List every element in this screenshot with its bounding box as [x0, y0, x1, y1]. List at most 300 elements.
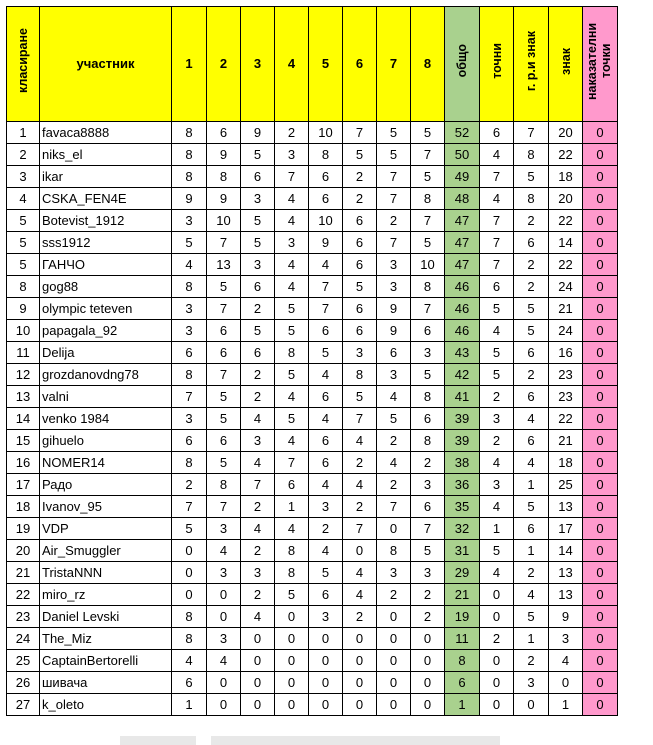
- round-6-cell: 6: [343, 254, 377, 276]
- round-5-cell: 9: [309, 232, 343, 254]
- rank-cell: 1: [7, 122, 40, 144]
- round-7-cell: 0: [377, 606, 411, 628]
- round-7-cell: 8: [377, 540, 411, 562]
- participant-name-cell: favaca8888: [40, 122, 172, 144]
- penalty-cell: 0: [583, 320, 618, 342]
- round-2-cell: 0: [207, 694, 241, 716]
- penalty-cell: 0: [583, 672, 618, 694]
- penalty-cell: 0: [583, 188, 618, 210]
- table-row: [7, 232, 618, 254]
- gd-sign-cell: 7: [514, 122, 549, 144]
- exact-cell: 2: [480, 430, 514, 452]
- total-cell: 41: [445, 386, 480, 408]
- sign-cell: 14: [549, 540, 583, 562]
- round-6-cell: 5: [343, 386, 377, 408]
- round-8-cell: 8: [411, 188, 445, 210]
- exact-cell: 0: [480, 694, 514, 716]
- round-4-cell: 5: [275, 364, 309, 386]
- round-6-cell: 7: [343, 408, 377, 430]
- round-5-cell: 10: [309, 210, 343, 232]
- sign-cell: 18: [549, 452, 583, 474]
- round-8-cell: 7: [411, 210, 445, 232]
- exact-cell: 5: [480, 540, 514, 562]
- rank-cell: 15: [7, 430, 40, 452]
- table-row: [7, 496, 618, 518]
- round-7-cell: 4: [377, 452, 411, 474]
- round-2-cell: 13: [207, 254, 241, 276]
- rank-cell: 23: [7, 606, 40, 628]
- round-5-cell: 6: [309, 452, 343, 474]
- round-8-cell: 0: [411, 628, 445, 650]
- exact-cell: 4: [480, 188, 514, 210]
- table-row: [7, 210, 618, 232]
- round-8-cell: 7: [411, 518, 445, 540]
- round-5-cell: 6: [309, 584, 343, 606]
- round-2-cell: 8: [207, 474, 241, 496]
- total-header-label: общо: [455, 44, 469, 78]
- round-4-cell: 8: [275, 562, 309, 584]
- table-row: [7, 386, 618, 408]
- round-2-cell: 4: [207, 540, 241, 562]
- round-8-cell: 5: [411, 232, 445, 254]
- sign-cell: 16: [549, 342, 583, 364]
- round-5-cell: 10: [309, 122, 343, 144]
- round-3-cell: 3: [241, 254, 275, 276]
- gd-sign-cell: 2: [514, 364, 549, 386]
- round-1-cell: 0: [172, 562, 207, 584]
- exact-cell: 1: [480, 518, 514, 540]
- round-5-cell: 6: [309, 430, 343, 452]
- round-5-cell: 2: [309, 518, 343, 540]
- round-1-cell: 7: [172, 386, 207, 408]
- round-3-cell: 2: [241, 496, 275, 518]
- rank-cell: 11: [7, 342, 40, 364]
- rank-cell: 25: [7, 650, 40, 672]
- participant-name-cell: Радо: [40, 474, 172, 496]
- table-row: [7, 408, 618, 430]
- round-6-cell: 4: [343, 430, 377, 452]
- round-2-cell: 3: [207, 518, 241, 540]
- rank-cell: 2: [7, 144, 40, 166]
- round-4-cell: 4: [275, 276, 309, 298]
- round-5-cell: 0: [309, 672, 343, 694]
- exact-cell: 5: [480, 364, 514, 386]
- round-2-cell: 9: [207, 144, 241, 166]
- round-8-cell: 3: [411, 474, 445, 496]
- round-5-cell: 7: [309, 276, 343, 298]
- gd-sign-cell: 8: [514, 144, 549, 166]
- penalty-cell: 0: [583, 364, 618, 386]
- sign-cell: 9: [549, 606, 583, 628]
- round-7-cell: 3: [377, 276, 411, 298]
- round-3-cell: 5: [241, 144, 275, 166]
- round-8-cell: 5: [411, 166, 445, 188]
- penalty-cell: 0: [583, 452, 618, 474]
- round-3-cell: 7: [241, 474, 275, 496]
- round-8-cell: 2: [411, 584, 445, 606]
- participant-name-cell: NOMER14: [40, 452, 172, 474]
- round-3-cell: 6: [241, 166, 275, 188]
- gd-sign-cell: 2: [514, 276, 549, 298]
- round-2-cell: 0: [207, 672, 241, 694]
- rank-cell: 16: [7, 452, 40, 474]
- exact-cell: 5: [480, 342, 514, 364]
- sign-cell: 17: [549, 518, 583, 540]
- exact-cell: 3: [480, 474, 514, 496]
- sign-cell: 22: [549, 408, 583, 430]
- round-8-cell: 6: [411, 408, 445, 430]
- round-4-cell: 5: [275, 408, 309, 430]
- rank-cell: 26: [7, 672, 40, 694]
- gd-sign-cell: 6: [514, 518, 549, 540]
- round-4-cell: 8: [275, 342, 309, 364]
- sign-cell: 20: [549, 188, 583, 210]
- total-cell: 1: [445, 694, 480, 716]
- name-header: [40, 7, 172, 122]
- total-cell: 47: [445, 210, 480, 232]
- round-1-cell: 8: [172, 606, 207, 628]
- rank-cell: 24: [7, 628, 40, 650]
- participant-name-cell: valni: [40, 386, 172, 408]
- round-8-cell: 3: [411, 342, 445, 364]
- participant-name-cell: Delija: [40, 342, 172, 364]
- rank-cell: 22: [7, 584, 40, 606]
- table-row: [7, 364, 618, 386]
- gd-sign-cell: 2: [514, 650, 549, 672]
- round-2-cell: 10: [207, 210, 241, 232]
- header-row: [7, 7, 618, 122]
- round-2-cell: 7: [207, 496, 241, 518]
- round-8-cell: 8: [411, 276, 445, 298]
- participant-name-cell: ГАНЧО: [40, 254, 172, 276]
- round-5-cell: 4: [309, 540, 343, 562]
- gd-sign-cell: 0: [514, 694, 549, 716]
- participant-name-cell: TristaNNN: [40, 562, 172, 584]
- round-3-cell: 2: [241, 298, 275, 320]
- round-7-cell: 3: [377, 562, 411, 584]
- participant-name-cell: Botevist_1912: [40, 210, 172, 232]
- gd-sign-cell: 2: [514, 562, 549, 584]
- table-row: [7, 430, 618, 452]
- participant-name-cell: gihuelo: [40, 430, 172, 452]
- total-cell: 43: [445, 342, 480, 364]
- penalty-cell: 0: [583, 298, 618, 320]
- round-2-cell: 4: [207, 650, 241, 672]
- round-5-cell: 6: [309, 166, 343, 188]
- participant-name-cell: CaptainBertorelli: [40, 650, 172, 672]
- round-7-cell: 0: [377, 628, 411, 650]
- round-3-cell: 6: [241, 342, 275, 364]
- round-8-cell: 5: [411, 540, 445, 562]
- gd-sign-cell: 1: [514, 474, 549, 496]
- rank-cell: 12: [7, 364, 40, 386]
- round-7-cell: 4: [377, 386, 411, 408]
- rank-cell: 21: [7, 562, 40, 584]
- round-3-cell: 2: [241, 584, 275, 606]
- sign-header: [549, 7, 583, 122]
- gd-sign-cell: 4: [514, 452, 549, 474]
- sign-cell: 21: [549, 430, 583, 452]
- round-3-cell: 3: [241, 430, 275, 452]
- rank-cell: 18: [7, 496, 40, 518]
- round-4-cell: 5: [275, 298, 309, 320]
- exact-cell: 5: [480, 298, 514, 320]
- exact-cell: 3: [480, 408, 514, 430]
- round-3-cell: 2: [241, 386, 275, 408]
- round-3-cell: 0: [241, 628, 275, 650]
- round-2-header: 2: [207, 7, 241, 122]
- penalty-cell: 0: [583, 628, 618, 650]
- gd-sign-cell: 2: [514, 254, 549, 276]
- round-4-cell: 5: [275, 320, 309, 342]
- table-row: [7, 122, 618, 144]
- round-1-header: 1: [172, 7, 207, 122]
- sign-cell: 4: [549, 650, 583, 672]
- round-2-cell: 7: [207, 364, 241, 386]
- round-6-cell: 5: [343, 276, 377, 298]
- round-6-cell: 0: [343, 694, 377, 716]
- sign-cell: 13: [549, 496, 583, 518]
- exact-cell: 7: [480, 166, 514, 188]
- exact-cell: 4: [480, 452, 514, 474]
- round-7-cell: 7: [377, 232, 411, 254]
- gd-sign-cell: 8: [514, 188, 549, 210]
- round-8-cell: 2: [411, 606, 445, 628]
- table-row: [7, 452, 618, 474]
- round-1-cell: 3: [172, 408, 207, 430]
- penalty-cell: 0: [583, 474, 618, 496]
- scroll-shadow: [120, 736, 500, 745]
- round-6-cell: 7: [343, 122, 377, 144]
- round-1-cell: 9: [172, 188, 207, 210]
- round-4-cell: 7: [275, 166, 309, 188]
- round-6-header: 6: [343, 7, 377, 122]
- exact-cell: 2: [480, 386, 514, 408]
- participant-name-cell: papagala_92: [40, 320, 172, 342]
- round-4-cell: 4: [275, 254, 309, 276]
- round-7-cell: 0: [377, 518, 411, 540]
- round-1-cell: 4: [172, 254, 207, 276]
- rank-cell: 20: [7, 540, 40, 562]
- sign-cell: 13: [549, 562, 583, 584]
- penalty-cell: 0: [583, 254, 618, 276]
- penalty-cell: 0: [583, 122, 618, 144]
- round-3-cell: 4: [241, 518, 275, 540]
- round-6-cell: 6: [343, 298, 377, 320]
- participant-name-cell: Ivanov_95: [40, 496, 172, 518]
- round-7-cell: 3: [377, 254, 411, 276]
- participant-name-cell: grozdanovdng78: [40, 364, 172, 386]
- round-4-cell: 0: [275, 672, 309, 694]
- round-7-cell: 7: [377, 188, 411, 210]
- round-5-cell: 6: [309, 320, 343, 342]
- total-cell: 52: [445, 122, 480, 144]
- gd-sign-cell: 5: [514, 298, 549, 320]
- round-1-cell: 4: [172, 650, 207, 672]
- table-row: [7, 166, 618, 188]
- round-4-cell: 0: [275, 650, 309, 672]
- sign-cell: 0: [549, 672, 583, 694]
- sign-cell: 13: [549, 584, 583, 606]
- round-7-cell: 9: [377, 320, 411, 342]
- round-1-cell: 8: [172, 452, 207, 474]
- participant-name-cell: olympic teteven: [40, 298, 172, 320]
- participant-name-cell: The_Miz: [40, 628, 172, 650]
- round-4-cell: 0: [275, 694, 309, 716]
- round-6-cell: 8: [343, 364, 377, 386]
- sign-cell: 24: [549, 276, 583, 298]
- table-row: [7, 518, 618, 540]
- total-cell: 8: [445, 650, 480, 672]
- round-2-cell: 3: [207, 628, 241, 650]
- sign-cell: 23: [549, 364, 583, 386]
- round-1-cell: 5: [172, 232, 207, 254]
- rank-cell: 27: [7, 694, 40, 716]
- round-2-cell: 0: [207, 584, 241, 606]
- round-5-cell: 5: [309, 562, 343, 584]
- round-3-cell: 4: [241, 408, 275, 430]
- total-cell: 29: [445, 562, 480, 584]
- sign-cell: 14: [549, 232, 583, 254]
- round-1-cell: 8: [172, 276, 207, 298]
- total-cell: 39: [445, 408, 480, 430]
- participant-name-cell: sss1912: [40, 232, 172, 254]
- gd-sign-cell: 6: [514, 386, 549, 408]
- total-cell: 32: [445, 518, 480, 540]
- round-3-cell: 9: [241, 122, 275, 144]
- table-row: [7, 606, 618, 628]
- round-4-cell: 0: [275, 628, 309, 650]
- round-7-cell: 5: [377, 122, 411, 144]
- participant-name-cell: venko 1984: [40, 408, 172, 430]
- round-3-cell: 2: [241, 540, 275, 562]
- round-6-cell: 2: [343, 496, 377, 518]
- table-row: [7, 254, 618, 276]
- exact-cell: 6: [480, 276, 514, 298]
- round-4-cell: 8: [275, 540, 309, 562]
- round-5-cell: 7: [309, 298, 343, 320]
- exact-cell: 2: [480, 628, 514, 650]
- total-cell: 42: [445, 364, 480, 386]
- penalty-cell: 0: [583, 342, 618, 364]
- total-cell: 11: [445, 628, 480, 650]
- table-row: [7, 628, 618, 650]
- rank-cell: 13: [7, 386, 40, 408]
- table-row: [7, 342, 618, 364]
- round-4-cell: 5: [275, 584, 309, 606]
- round-7-cell: 7: [377, 496, 411, 518]
- round-3-cell: 5: [241, 320, 275, 342]
- penalty-cell: 0: [583, 408, 618, 430]
- round-1-cell: 0: [172, 540, 207, 562]
- round-5-cell: 5: [309, 342, 343, 364]
- sign-cell: 21: [549, 298, 583, 320]
- round-6-cell: 4: [343, 474, 377, 496]
- rank-cell: 5: [7, 210, 40, 232]
- round-1-cell: 7: [172, 496, 207, 518]
- round-1-cell: 6: [172, 430, 207, 452]
- rank-cell: 17: [7, 474, 40, 496]
- round-8-cell: 0: [411, 694, 445, 716]
- penalty-cell: 0: [583, 650, 618, 672]
- penalty-cell: 0: [583, 276, 618, 298]
- round-7-cell: 0: [377, 694, 411, 716]
- round-3-cell: 2: [241, 364, 275, 386]
- round-5-cell: 3: [309, 496, 343, 518]
- round-7-cell: 2: [377, 474, 411, 496]
- gd-sign-cell: 6: [514, 232, 549, 254]
- table-row: [7, 694, 618, 716]
- sign-cell: 24: [549, 320, 583, 342]
- round-2-cell: 7: [207, 232, 241, 254]
- sign-cell: 22: [549, 254, 583, 276]
- participant-name-cell: k_oleto: [40, 694, 172, 716]
- exact-cell: 7: [480, 210, 514, 232]
- round-6-cell: 3: [343, 342, 377, 364]
- round-1-cell: 1: [172, 694, 207, 716]
- penalty-header: [583, 7, 618, 122]
- participant-name-cell: Daniel Levski: [40, 606, 172, 628]
- round-5-cell: 0: [309, 650, 343, 672]
- penalty-cell: 0: [583, 144, 618, 166]
- round-5-cell: 3: [309, 606, 343, 628]
- participant-name-cell: ikar: [40, 166, 172, 188]
- penalty-cell: 0: [583, 584, 618, 606]
- table-row: [7, 188, 618, 210]
- round-2-cell: 0: [207, 606, 241, 628]
- round-2-cell: 6: [207, 122, 241, 144]
- penalty-cell: 0: [583, 386, 618, 408]
- round-5-cell: 4: [309, 408, 343, 430]
- round-6-cell: 7: [343, 518, 377, 540]
- round-1-cell: 8: [172, 144, 207, 166]
- round-3-cell: 6: [241, 276, 275, 298]
- gd-sign-cell: 3: [514, 672, 549, 694]
- total-cell: 31: [445, 540, 480, 562]
- rank-cell: 5: [7, 232, 40, 254]
- sign-cell: 22: [549, 144, 583, 166]
- rank-cell: 4: [7, 188, 40, 210]
- participant-name-cell: miro_rz: [40, 584, 172, 606]
- gd-sign-cell: 6: [514, 430, 549, 452]
- total-cell: 19: [445, 606, 480, 628]
- round-1-cell: 0: [172, 584, 207, 606]
- participant-name-cell: VDP: [40, 518, 172, 540]
- round-1-cell: 8: [172, 122, 207, 144]
- round-5-header: 5: [309, 7, 343, 122]
- round-5-cell: 6: [309, 386, 343, 408]
- total-cell: 46: [445, 276, 480, 298]
- round-4-cell: 1: [275, 496, 309, 518]
- rank-cell: 14: [7, 408, 40, 430]
- penalty-cell: 0: [583, 166, 618, 188]
- name-header-label: участник: [76, 56, 135, 71]
- round-2-cell: 6: [207, 342, 241, 364]
- rank-cell: 3: [7, 166, 40, 188]
- total-cell: 35: [445, 496, 480, 518]
- round-7-cell: 5: [377, 408, 411, 430]
- gd-sign-cell: 5: [514, 606, 549, 628]
- round-4-cell: 4: [275, 518, 309, 540]
- round-3-cell: 5: [241, 232, 275, 254]
- round-1-cell: 6: [172, 672, 207, 694]
- round-8-cell: 2: [411, 452, 445, 474]
- round-2-cell: 5: [207, 386, 241, 408]
- penalty-cell: 0: [583, 232, 618, 254]
- exact-cell: 4: [480, 320, 514, 342]
- round-4-cell: 4: [275, 210, 309, 232]
- sign-cell: 25: [549, 474, 583, 496]
